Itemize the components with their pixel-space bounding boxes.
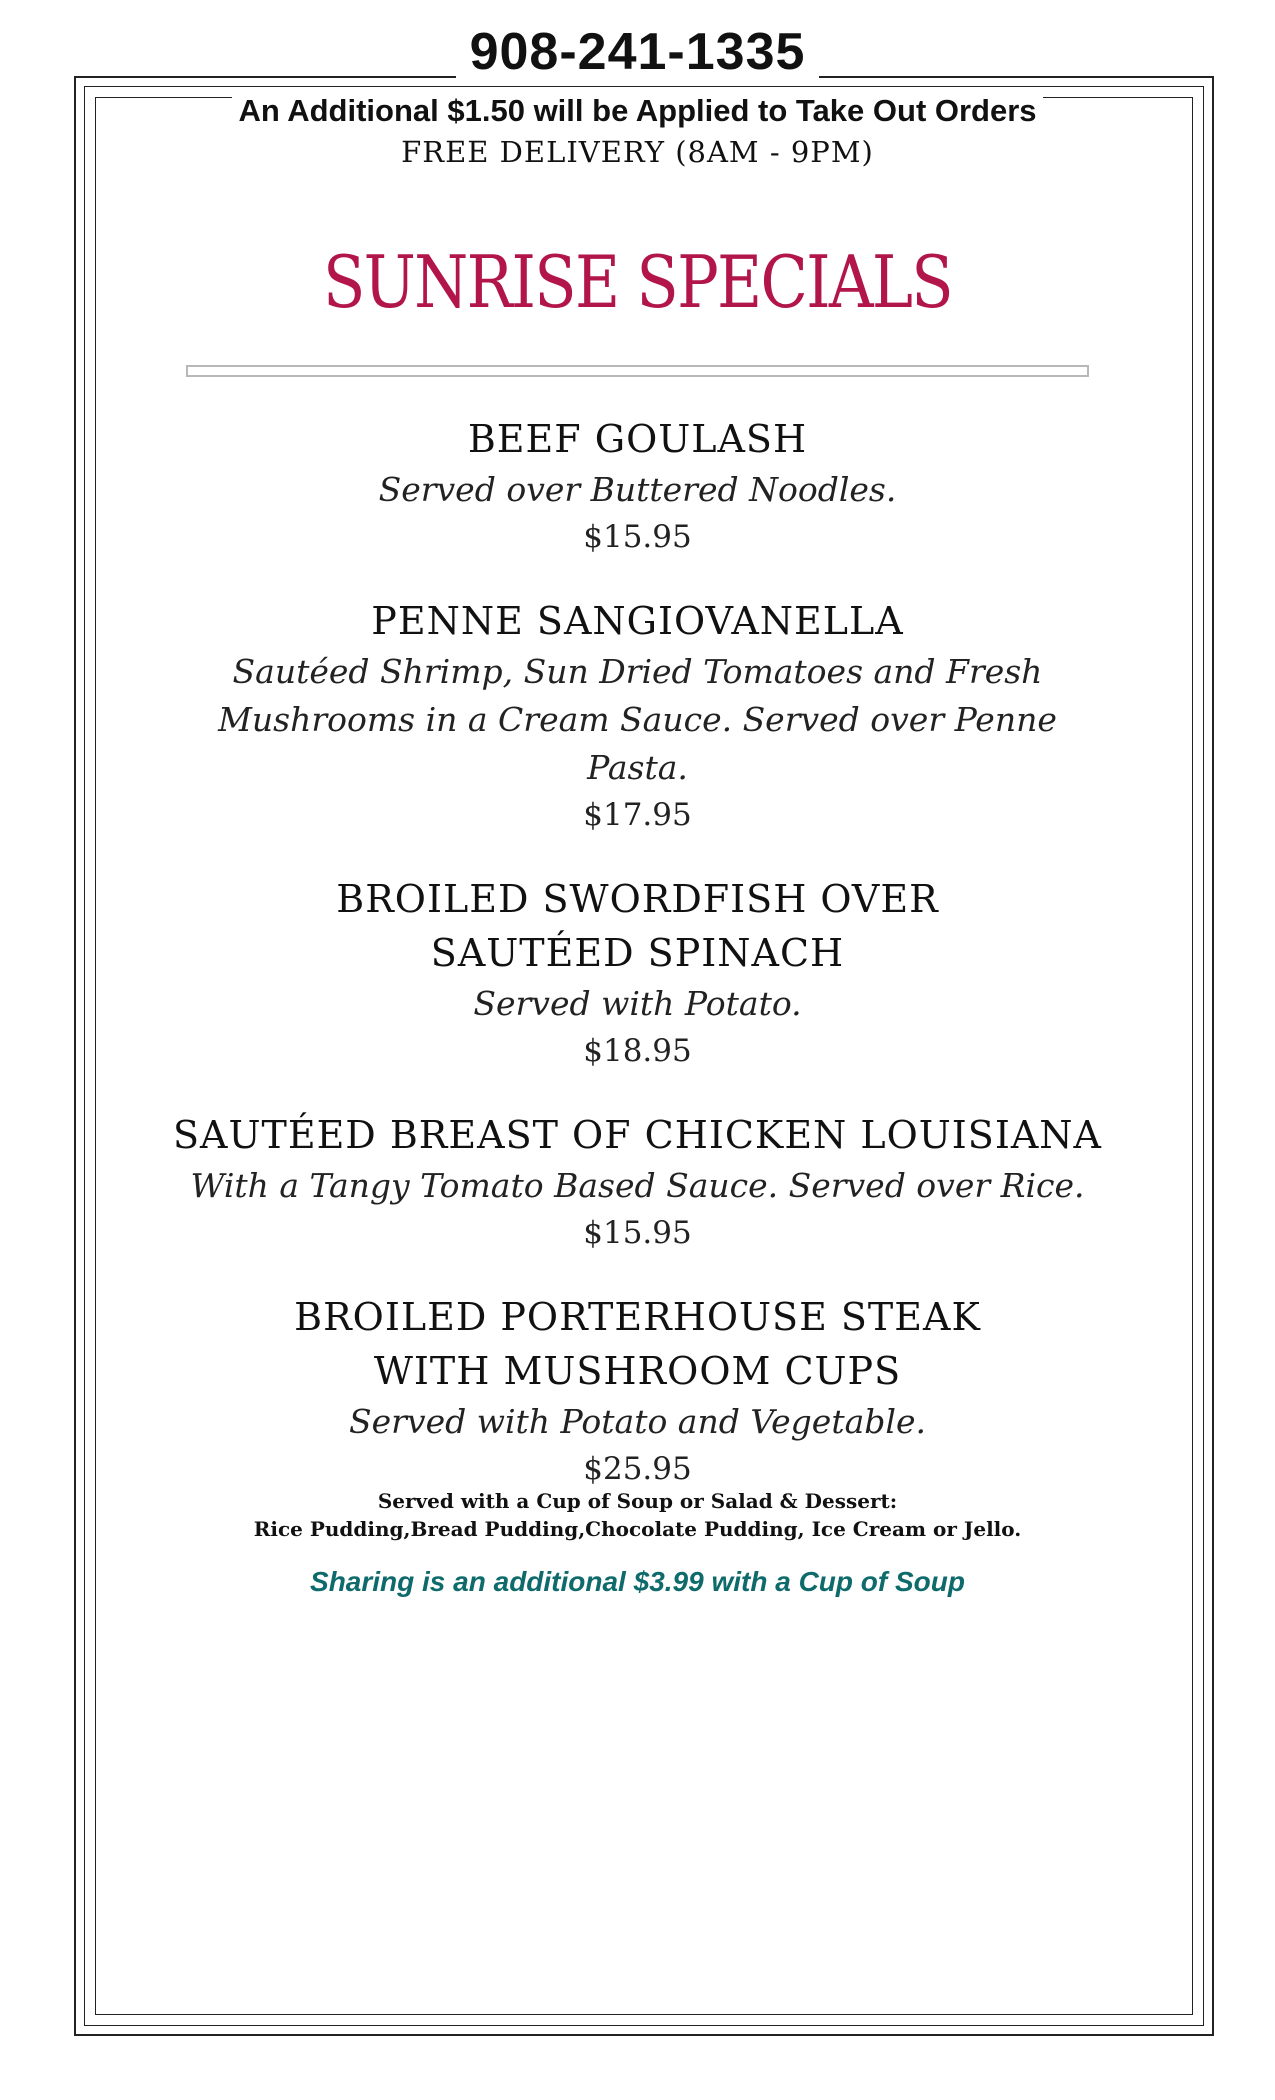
item-name: PENNE SANGIOVANELLA [371,599,904,643]
menu-item [150,412,1125,560]
item-price: $15.95 [583,1215,692,1251]
delivery-note: FREE DELIVERY (8AM - 9PM) [401,135,874,169]
dessert-options: Rice Pudding,Bread Pudding,Chocolate Pudding, Ice Cream or Jello. [253,1517,1022,1541]
item-description: Sautéed Shrimp, Sun Dried Tomatoes and Fresh Mushrooms in a Cream Sauce. Served over Penne Pasta. [218,652,1057,787]
title-divider [186,365,1089,377]
takeout-note [0,93,1275,129]
item-description: With a Tangy Tomato Based Sauce. Served over Rice. [190,1166,1085,1205]
item-name: SAUTÉED BREAST OF CHICKEN LOUISIANA [172,1113,1102,1157]
item-description: Served over Buttered Noodles. [378,470,897,509]
item-price: $25.95 [583,1451,692,1487]
menu-item [150,872,1125,1074]
phone-number [0,22,1275,82]
menu-item [150,1290,1125,1492]
item-price: $15.95 [583,519,692,555]
item-name: BROILED SWORDFISH OVER SAUTÉED SPINACH [336,877,939,975]
item-description: Served with Potato. [473,984,802,1023]
dessert-note: Served with a Cup of Soup or Salad & Dessert: [377,1489,898,1513]
sharing-note: Sharing is an additional $3.99 with a Cup of Soup [310,1566,965,1597]
menu-title: SUNRISE SPECIALS [322,240,953,324]
menu-list [150,412,1125,1492]
item-price: $17.95 [583,797,692,833]
menu-item [150,1108,1125,1256]
item-name: BROILED PORTERHOUSE STEAK WITH MUSHROOM CUPS [294,1295,981,1393]
item-price: $18.95 [583,1033,692,1069]
takeout-note-text: An Additional $1.50 will be Applied to Take Out Orders [232,93,1042,128]
phone-number-text: 908-241-1335 [456,23,820,81]
menu-item [150,594,1125,838]
item-name: BEEF GOULASH [467,417,808,461]
item-description: Served with Potato and Vegetable. [349,1402,926,1441]
